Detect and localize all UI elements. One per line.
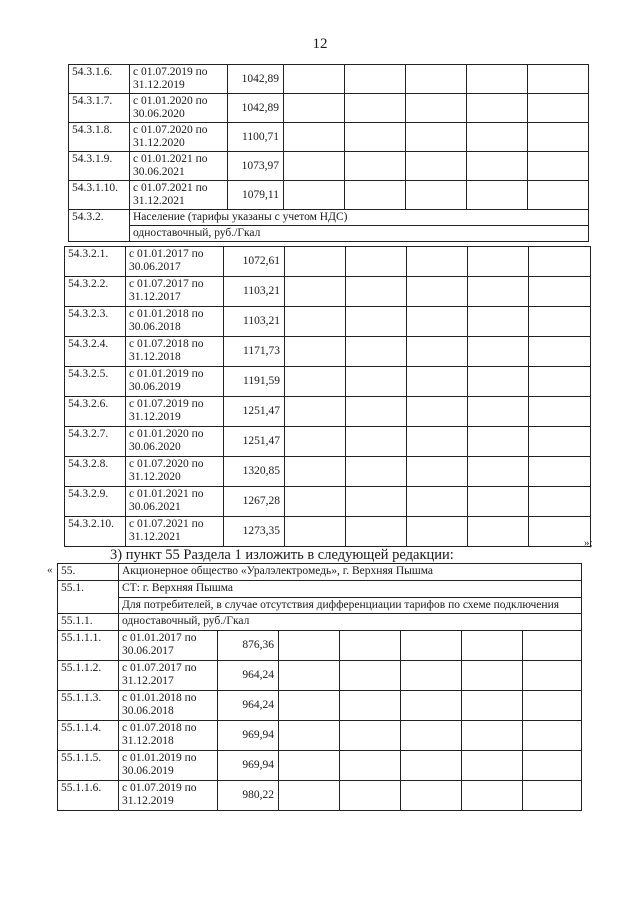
row-code: 54.3.2.2. [65, 277, 126, 307]
empty-cell [401, 721, 462, 751]
empty-cell [284, 123, 345, 152]
row-code: 54.3.2.1. [65, 247, 126, 277]
empty-cell [340, 781, 401, 811]
tariff-value: 1171,73 [224, 337, 285, 367]
table-row [58, 691, 582, 721]
section-title: Население (тарифы указаны с учетом НДС) [130, 210, 589, 226]
empty-cell [468, 277, 529, 307]
empty-cell [529, 307, 591, 337]
period-cell: с 01.07.2017 по 31.12.2017 [119, 661, 218, 691]
empty-cell [340, 751, 401, 781]
empty-cell [346, 397, 407, 427]
row-code: 54.3.1.10. [69, 181, 130, 210]
tariff-value: 1073,97 [228, 152, 284, 181]
table-row [65, 307, 591, 337]
empty-cell [285, 427, 346, 457]
period-cell: с 01.01.2019 по 30.06.2019 [119, 751, 218, 781]
period-cell: с 01.01.2020 по 30.06.2020 [130, 94, 228, 123]
tariff-value: 1103,21 [224, 307, 285, 337]
empty-cell [279, 781, 340, 811]
row-code: 55.1.1.5. [58, 751, 119, 781]
empty-cell [467, 181, 528, 210]
heat-system-label: СТ: г. Верхняя Пышма [119, 581, 582, 598]
empty-cell [528, 181, 589, 210]
empty-cell [345, 152, 406, 181]
empty-cell [345, 94, 406, 123]
empty-cell [285, 247, 346, 277]
empty-cell [468, 247, 529, 277]
tariff-value: 1251,47 [224, 397, 285, 427]
empty-cell [407, 307, 468, 337]
empty-cell [346, 517, 407, 547]
empty-cell [345, 123, 406, 152]
empty-cell [285, 457, 346, 487]
empty-cell [523, 631, 582, 661]
empty-cell [279, 631, 340, 661]
row-code: 54.3.2.3. [65, 307, 126, 337]
empty-cell [285, 487, 346, 517]
empty-cell [406, 65, 467, 94]
empty-cell [407, 457, 468, 487]
empty-cell [529, 487, 591, 517]
empty-cell [529, 247, 591, 277]
period-cell: с 01.01.2018 по 30.06.2018 [119, 691, 218, 721]
period-cell: с 01.07.2020 по 31.12.2020 [130, 123, 228, 152]
row-code: 55.1.1.3. [58, 691, 119, 721]
empty-cell [279, 751, 340, 781]
table-row [58, 661, 582, 691]
table-row [69, 181, 589, 210]
empty-cell [407, 517, 468, 547]
tariff-value: 1072,61 [224, 247, 285, 277]
table-row [65, 337, 591, 367]
empty-cell [468, 427, 529, 457]
empty-cell [467, 152, 528, 181]
row-code: 54.3.2.10. [65, 517, 126, 547]
organization-name: Акционерное общество «Уралэлектромедь», г. Верхняя Пышма [119, 564, 582, 581]
tariff-value: 1251,47 [224, 427, 285, 457]
empty-cell [340, 721, 401, 751]
table-row [69, 152, 589, 181]
empty-cell [523, 721, 582, 751]
empty-cell [529, 337, 591, 367]
table-row [69, 94, 589, 123]
tariff-value: 1191,59 [224, 367, 285, 397]
empty-cell [406, 181, 467, 210]
table-row [69, 65, 589, 94]
tariff-table-54-3-2 [64, 246, 591, 547]
empty-cell [462, 751, 523, 781]
period-cell: с 01.01.2019 по 30.06.2019 [126, 367, 224, 397]
empty-cell [407, 367, 468, 397]
empty-cell [346, 277, 407, 307]
tariff-value: 964,24 [218, 661, 279, 691]
row-code: 55.1. [58, 581, 119, 614]
empty-cell [346, 427, 407, 457]
empty-cell [529, 457, 591, 487]
row-code: 55.1.1. [58, 614, 119, 631]
row-code: 54.3.2.9. [65, 487, 126, 517]
empty-cell [406, 123, 467, 152]
period-cell: с 01.07.2017 по 31.12.2017 [126, 277, 224, 307]
empty-cell [468, 457, 529, 487]
empty-cell [462, 691, 523, 721]
row-code: 55.1.1.2. [58, 661, 119, 691]
table-row [65, 517, 591, 547]
closing-quote: »; [584, 537, 593, 549]
opening-quote: « [47, 564, 53, 576]
empty-cell [401, 631, 462, 661]
empty-cell [467, 94, 528, 123]
empty-cell [401, 661, 462, 691]
tariff-value: 1103,21 [224, 277, 285, 307]
table-row [65, 487, 591, 517]
empty-cell [407, 427, 468, 457]
empty-cell [340, 661, 401, 691]
empty-cell [468, 307, 529, 337]
tariff-table-55 [57, 563, 582, 811]
empty-cell [468, 487, 529, 517]
period-cell: с 01.01.2020 по 30.06.2020 [126, 427, 224, 457]
row-code: 54.3.1.9. [69, 152, 130, 181]
tariff-value: 1267,28 [224, 487, 285, 517]
tariff-value: 1320,85 [224, 457, 285, 487]
row-code: 54.3.2.7. [65, 427, 126, 457]
empty-cell [529, 397, 591, 427]
empty-cell [284, 181, 345, 210]
empty-cell [523, 691, 582, 721]
empty-cell [346, 457, 407, 487]
table-row [58, 631, 582, 661]
tariff-value: 1042,89 [228, 94, 284, 123]
period-cell: с 01.07.2019 по 31.12.2019 [119, 781, 218, 811]
empty-cell [340, 631, 401, 661]
empty-cell [468, 397, 529, 427]
tariff-type: одноставочный, руб./Гкал [119, 614, 582, 631]
empty-cell [528, 65, 589, 94]
row-code: 55. [58, 564, 119, 581]
empty-cell [346, 367, 407, 397]
table-row [65, 277, 591, 307]
empty-cell [468, 517, 529, 547]
table-row [58, 721, 582, 751]
period-cell: с 01.07.2021 по 31.12.2021 [126, 517, 224, 547]
table-row [58, 751, 582, 781]
empty-cell [406, 152, 467, 181]
empty-cell [345, 181, 406, 210]
period-cell: с 01.07.2021 по 31.12.2021 [130, 181, 228, 210]
period-cell: с 01.07.2018 по 31.12.2018 [119, 721, 218, 751]
period-cell: с 01.07.2018 по 31.12.2018 [126, 337, 224, 367]
empty-cell [528, 94, 589, 123]
empty-cell [285, 517, 346, 547]
row-code: 55.1.1.4. [58, 721, 119, 751]
empty-cell [529, 277, 591, 307]
empty-cell [462, 631, 523, 661]
empty-cell [279, 721, 340, 751]
tariff-value: 969,94 [218, 751, 279, 781]
tariff-value: 969,94 [218, 721, 279, 751]
empty-cell [345, 65, 406, 94]
empty-cell [528, 152, 589, 181]
empty-cell [529, 367, 591, 397]
period-cell: с 01.01.2017 по 30.06.2017 [119, 631, 218, 661]
empty-cell [523, 661, 582, 691]
empty-cell [407, 277, 468, 307]
tariff-value: 1079,11 [228, 181, 284, 210]
empty-cell [284, 94, 345, 123]
empty-cell [285, 337, 346, 367]
empty-cell [529, 517, 591, 547]
tariff-value: 1042,89 [228, 65, 284, 94]
empty-cell [279, 661, 340, 691]
empty-cell [406, 94, 467, 123]
empty-cell [284, 65, 345, 94]
empty-cell [285, 367, 346, 397]
empty-cell [407, 397, 468, 427]
table-row [65, 457, 591, 487]
empty-cell [401, 751, 462, 781]
tariff-table-54-3-1 [68, 64, 589, 242]
empty-cell [467, 123, 528, 152]
empty-cell [468, 367, 529, 397]
period-cell: с 01.07.2020 по 31.12.2020 [126, 457, 224, 487]
empty-cell [346, 337, 407, 367]
empty-cell [401, 781, 462, 811]
empty-cell [285, 307, 346, 337]
empty-cell [462, 721, 523, 751]
tariff-value: 1273,35 [224, 517, 285, 547]
row-code: 54.3.1.8. [69, 123, 130, 152]
empty-cell [407, 247, 468, 277]
empty-cell [529, 427, 591, 457]
consumer-category: Для потребителей, в случае отсутствия дифференциации тарифов по схеме подключения [119, 598, 582, 614]
empty-cell [467, 65, 528, 94]
tariff-value: 1100,71 [228, 123, 284, 152]
period-cell: с 01.07.2019 по 31.12.2019 [126, 397, 224, 427]
empty-cell [462, 661, 523, 691]
empty-cell [468, 337, 529, 367]
empty-cell [340, 691, 401, 721]
table-row [69, 123, 589, 152]
empty-cell [346, 487, 407, 517]
period-cell: с 01.07.2019 по 31.12.2019 [130, 65, 228, 94]
period-cell: с 01.01.2017 по 30.06.2017 [126, 247, 224, 277]
table-row [65, 427, 591, 457]
empty-cell [284, 152, 345, 181]
row-code: 54.3.2.6. [65, 397, 126, 427]
row-code: 54.3.1.7. [69, 94, 130, 123]
empty-cell [346, 247, 407, 277]
empty-cell [279, 691, 340, 721]
row-code: 54.3.2.4. [65, 337, 126, 367]
tariff-value: 980,22 [218, 781, 279, 811]
empty-cell [528, 123, 589, 152]
row-code: 54.3.2. [69, 210, 130, 242]
table-row [65, 247, 591, 277]
page-number: 12 [312, 36, 328, 52]
period-cell: с 01.01.2018 по 30.06.2018 [126, 307, 224, 337]
empty-cell [523, 781, 582, 811]
empty-cell [407, 487, 468, 517]
empty-cell [401, 691, 462, 721]
tariff-value: 964,24 [218, 691, 279, 721]
row-code: 54.3.2.8. [65, 457, 126, 487]
period-cell: с 01.01.2021 по 30.06.2021 [130, 152, 228, 181]
empty-cell [285, 397, 346, 427]
period-cell: с 01.01.2021 по 30.06.2021 [126, 487, 224, 517]
empty-cell [346, 307, 407, 337]
row-code: 55.1.1.6. [58, 781, 119, 811]
row-code: 55.1.1.1. [58, 631, 119, 661]
amendment-instruction: 3) пункт 55 Раздела 1 изложить в следующей редакции: [110, 547, 454, 563]
tariff-value: 876,36 [218, 631, 279, 661]
row-code: 54.3.2.5. [65, 367, 126, 397]
empty-cell [523, 751, 582, 781]
section-subtitle: одноставочный, руб./Гкал [130, 226, 589, 242]
empty-cell [462, 781, 523, 811]
empty-cell [285, 277, 346, 307]
row-code: 54.3.1.6. [69, 65, 130, 94]
empty-cell [407, 337, 468, 367]
table-row [65, 397, 591, 427]
table-row [65, 367, 591, 397]
table-row [58, 781, 582, 811]
